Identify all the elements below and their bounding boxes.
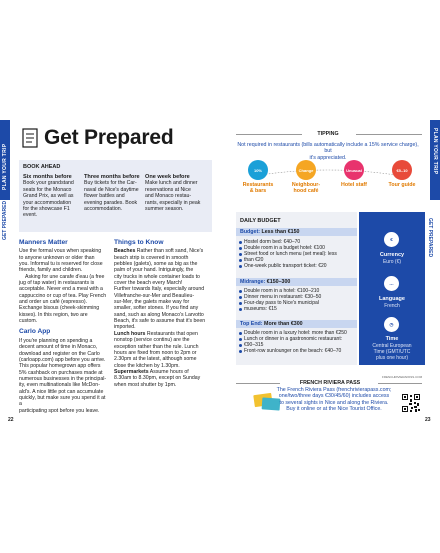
line: Exchange bisous (cheek-skimming — [19, 305, 100, 312]
line: seats for the Monaco — [23, 186, 72, 193]
line: plus one hour) — [376, 355, 408, 361]
speech-bubble-icon: … — [384, 276, 399, 291]
line: kisses). In this region, two are custom. — [19, 311, 88, 325]
line: Central European — [372, 343, 412, 349]
line: Tour guide — [388, 182, 416, 188]
line: Buy tickets for the Car- — [84, 180, 137, 187]
tier-price: More than €300 — [264, 321, 303, 327]
line: jug of tap water) in restaurants is — [19, 280, 95, 287]
line: numerous businesses in the principal- — [19, 375, 107, 382]
line: when most shutter by 1pm. — [114, 381, 177, 388]
line: Use the formal vous when speaking — [19, 248, 102, 255]
list-item: One-week public transport ticket: €20 — [238, 263, 354, 269]
clock-icon: ◷ — [384, 317, 399, 332]
line: cover the beach every March! — [114, 280, 183, 287]
line: & bars — [249, 188, 267, 194]
budget-list — [238, 239, 354, 269]
line: decent amount of time in Monaco, — [19, 344, 98, 351]
tip-bubble: €5–10 — [392, 160, 412, 180]
budget-tier-header — [236, 278, 357, 286]
list-item: Double room in a budget hotel: €100 — [238, 245, 354, 251]
line: Buy it online or at the Nice Tourist Office. — [286, 405, 382, 412]
line: sur-Mer, the galets make way for — [114, 299, 190, 306]
tier-price: €150–300 — [266, 279, 291, 285]
checklist-icon — [22, 128, 38, 148]
column-left — [19, 240, 107, 414]
line — [114, 248, 209, 254]
page-number-right: 23 — [425, 417, 431, 423]
line: Neighbour- — [291, 182, 321, 188]
line: Hotel staff — [341, 182, 367, 188]
line: hood café — [293, 188, 319, 194]
tip-bubble: 10% — [248, 160, 268, 180]
budget-list — [238, 288, 354, 312]
line: The French Riviera Pass (frenchrivierapass.com; — [276, 387, 392, 393]
info-value: French — [384, 303, 400, 309]
book-ahead-box — [19, 160, 212, 232]
line: Villefranche-sur-Mer and Beaulieu- — [114, 292, 195, 299]
things-heading: Things to Know — [114, 239, 164, 246]
line: quickly, but make sure you spend it at a — [19, 394, 106, 408]
side-tab-right — [430, 120, 440, 200]
riviera-pass-title: FRENCH RIVIERA PASS — [299, 380, 361, 386]
tip-label — [284, 182, 328, 194]
line: and Monaco restau- — [145, 193, 192, 200]
line: exception rather than the rule. Lunch — [114, 343, 199, 350]
supermarkets-label: Supermarkets — [114, 368, 149, 375]
line: imported. — [114, 324, 136, 331]
side-section-label: GET PREPARED — [427, 218, 433, 258]
side-tab-label: PLAN YOUR TRIP — [2, 143, 8, 190]
line: ity, even multinationals like McDon- — [19, 382, 100, 389]
tip-bubble: Unusual — [344, 160, 364, 180]
line: acceptable. Never end a meal with a — [19, 286, 103, 293]
line: one/two/three days €30/45/60) includes access — [278, 393, 390, 400]
budget-list — [238, 330, 354, 354]
line: palm of your hand. Intriguingly, the — [114, 267, 194, 274]
list-item: museums: €15 — [238, 306, 354, 312]
line: your accommodation — [23, 199, 72, 206]
book-ahead-column — [84, 174, 144, 212]
tipping-note — [234, 142, 422, 161]
line: summer season. — [145, 206, 184, 213]
line: This popular homegrown app offers — [19, 363, 101, 370]
info-value — [362, 343, 422, 361]
daily-budget-heading: DAILY BUDGET — [240, 218, 281, 224]
text: Assume hours of — [149, 368, 189, 375]
book-ahead-column — [145, 174, 209, 212]
line: to anyone unknown or older than — [19, 254, 95, 261]
line: download and register on the Carlo — [19, 350, 100, 357]
list-item: Front-row sunlounger on the beach: €40–70 — [238, 348, 354, 354]
line: nonstop (service continu) are the — [114, 337, 190, 344]
tip-label — [332, 182, 376, 188]
side-tab-label: PLAN YOUR TRIP — [432, 128, 438, 175]
tier-price: Less than €150 — [261, 229, 300, 235]
currency-icon: € — [384, 232, 399, 247]
line: city trucks in whole container loads to — [114, 273, 200, 280]
line: to several sights in Nice and along the Riviera. — [279, 399, 389, 406]
line: friends, family and children. — [19, 267, 83, 274]
line: Further towards Italy, especially around — [114, 286, 205, 293]
line: ald's. A nice little pot can accumulate — [19, 388, 104, 395]
line: naval de Nice's daytime — [84, 186, 139, 193]
line: flower battles and — [84, 193, 125, 200]
page-title: Get Prepared — [44, 126, 174, 149]
book-ahead-heading: BOOK AHEAD — [23, 164, 61, 170]
info-column — [359, 212, 425, 365]
line: for the showcase F1 — [23, 206, 70, 213]
text: than €20 — [244, 257, 264, 263]
list-item: Street food or lunch menu (set meal): less — [238, 251, 354, 257]
line: rants, especially in peak — [145, 199, 201, 206]
column-heading: One week before — [145, 174, 190, 180]
line: Make lunch and dinner — [145, 180, 198, 187]
line: Not required in restaurants (bills automatically include a 15% service charge), but — [237, 142, 419, 155]
line: event. — [23, 212, 38, 219]
line: 2.30pm at the latest, although some — [114, 356, 197, 363]
line: smaller, softer stones. If you find any — [114, 305, 199, 312]
budget-tier-header — [236, 320, 357, 328]
line: close the kitchen by 1.30pm. — [114, 362, 180, 369]
riviera-pass-text — [274, 387, 394, 412]
list-item: Dinner menu in restaurant: €30–50 — [238, 294, 354, 300]
column-heading: Three months before — [84, 174, 140, 180]
info-value: Euro (€) — [382, 259, 402, 265]
line: Grand Prix, as well as — [23, 193, 74, 200]
info-title: Currency — [379, 252, 405, 258]
info-title: Time — [385, 336, 399, 342]
tip-label — [236, 182, 280, 194]
line: you. Informal tu is reserved for close — [19, 261, 103, 268]
list-item: Double room in a hotel: €100–210 — [238, 288, 354, 294]
qr-code-icon[interactable] — [401, 393, 421, 413]
line: Asking for une carafe d'eau (a free — [25, 273, 105, 280]
source-credit: FRENCHRIVIERAPASS.COM — [382, 375, 423, 379]
line: accommodation. — [84, 206, 123, 213]
manners-heading: Manners Matter — [19, 239, 68, 246]
line: Beach, it's safe to assume that it's been — [114, 318, 206, 325]
line: hours are fixed from noon to 2pm or — [114, 349, 197, 356]
line: pebbles (galets), some as big as the — [114, 261, 198, 268]
line: participating spot before you leave. — [19, 407, 100, 414]
line: Book your grandstand — [23, 180, 74, 187]
side-section-label: GET PREPARED — [2, 200, 8, 240]
line: and order un café (espresso). — [19, 299, 88, 306]
tip-bubble: Change — [296, 160, 316, 180]
line: evening parades. Book — [84, 199, 138, 206]
line: Time (GMT/UTC — [373, 349, 411, 355]
line: 5% cashback on purchases made at — [19, 369, 103, 376]
line: reservations at Nice — [145, 186, 191, 193]
column-heading: Six months before — [23, 174, 72, 180]
tip-label — [380, 182, 424, 188]
line: 8.30am to 8.30pm, except on Sunday — [114, 375, 201, 382]
text: Rather than soft sand, Nice's — [136, 248, 204, 255]
tier-label: Top End: — [240, 321, 263, 327]
line: cappuccino or cup of tea. Play French — [19, 292, 107, 299]
line: If you're planning on spending a — [19, 337, 93, 344]
tier-label: Budget: — [240, 229, 261, 235]
side-tab-left — [0, 120, 10, 200]
budget-tier-header — [236, 228, 357, 236]
line: (carloapp.com) app before you arrive. — [19, 356, 106, 363]
list-item: Double room in a luxury hotel: more than €250 — [238, 330, 354, 336]
column-middle — [114, 240, 209, 388]
tipping-title: TIPPING — [317, 131, 339, 137]
text: Restaurants that open — [146, 330, 198, 337]
line: Restaurants — [242, 182, 274, 188]
line: sand, such as along Monaco's Larvotto — [114, 311, 204, 318]
book-ahead-column — [23, 174, 83, 219]
carlo-heading: Carlo App — [19, 328, 51, 336]
line: beach strip is covered in smooth — [114, 254, 189, 261]
page-number-left: 22 — [8, 417, 14, 423]
list-item: Lunch or dinner in a gastronomic restaurant: — [238, 336, 354, 342]
tier-label: Midrange: — [240, 279, 266, 285]
beaches-label: Beaches — [114, 248, 136, 255]
list-item: Hostel dorm bed: €40–70 — [238, 239, 354, 245]
info-title: Language — [379, 296, 405, 302]
list-item: €90–315 — [238, 342, 354, 348]
lunch-label: Lunch hours — [114, 330, 146, 337]
line: it's appreciated. — [309, 154, 347, 161]
list-item: Four-day pass to Nice's municipal — [238, 300, 354, 306]
